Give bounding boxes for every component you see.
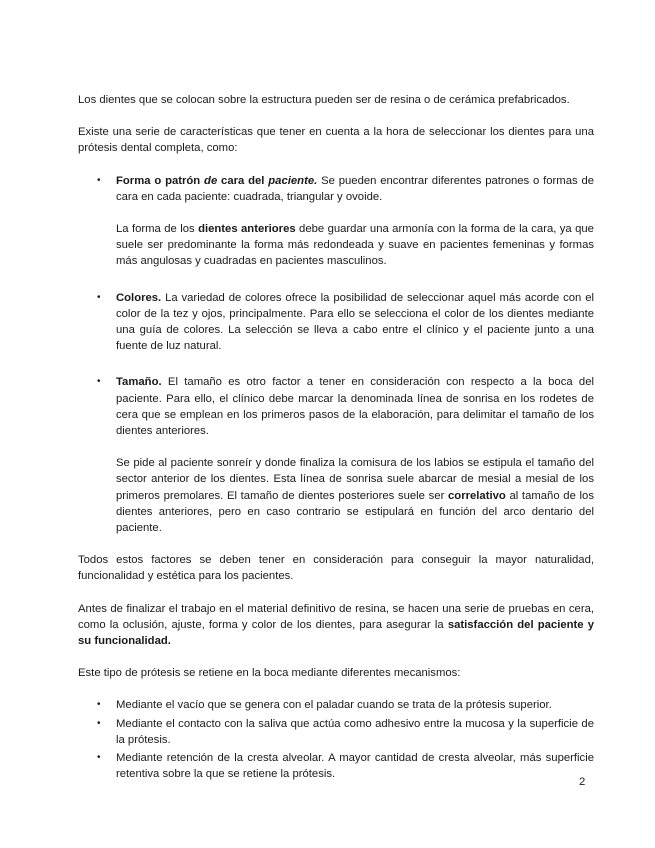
conclusion-paragraph: Todos estos factores se deben tener en consideración para conseguir la mayor naturalidad, funcionalidad y estética para los pacientes.: [78, 554, 594, 583]
tamano-heading: Tamaño.: [116, 376, 162, 389]
list-item-retention: • Mediante el vacío que se genera con el paladar cuando se trata de la prótesis superior.: [78, 697, 594, 713]
intro-paragraph: Los dientes que se colocan sobre la estructura pueden ser de resina o de cerámica prefabricados.: [78, 94, 570, 106]
forma-sub-paragraph: La forma de los dientes anteriores debe guardar una armonía con la forma de la cara, ya que suele ser predominante la forma más redondeada y suave en pacientes femeninas y formas más angulosas y cuadradas en pacientes masculinos.: [116, 223, 594, 268]
page-number: 2: [579, 776, 586, 788]
tamano-text: El tamaño es otro factor a tener en consideración con respecto a la boca del paciente. Para ello, el clínico debe marcar la denominada línea de sonrisa en los rodetes de cera que se emplean en los primeros pasos de la elaboración, para delimitar el tamaño de los dientes anteriores.: [116, 376, 594, 438]
list-item-forma: [78, 173, 594, 205]
tests-paragraph: Antes de finalizar el trabajo en el material definitivo de resina, se hacen una serie de pruebas en cera, como la oclusión, ajuste, forma y color de los dientes, para asegurar la satisfacción del paciente y su funcionalidad.: [78, 602, 594, 648]
characteristics-list: [78, 173, 594, 205]
list-item-colores: [78, 290, 594, 355]
retention-list: [78, 697, 594, 782]
forma-heading: Forma o patrón de cara del paciente.: [116, 174, 318, 187]
colores-text: La variedad de colores ofrece la posibilidad de seleccionar aquel más acorde con el color de la tez y ojos, principalmente. Para ello se selecciona el color de los dientes mediante una guía de colores. La selección se lleva a cabo entre el clínico y el paciente junto a una fuente de luz natural.: [116, 291, 594, 353]
characteristics-list-2: [78, 290, 594, 440]
list-item-retention: • Mediante el contacto con la saliva que actúa como adhesivo entre la mucosa y la superficie de la prótesis.: [78, 716, 594, 748]
colores-heading: Colores.: [116, 291, 162, 304]
characteristics-intro-paragraph: Existe una serie de características que tener en cuenta a la hora de seleccionar los dientes para una prótesis dental completa, como:: [78, 126, 594, 155]
list-item-retention: • Mediante retención de la cresta alveolar. A mayor cantidad de cresta alveolar, más superficie retentiva sobre la que se retiene la prótesis.: [78, 750, 594, 782]
list-item-tamano: [78, 374, 594, 439]
document-page: [78, 92, 594, 785]
forma-text: Se pueden encontrar diferentes patrones o formas de cara en cada paciente: cuadrada, triangular y ovoide.: [116, 174, 595, 203]
retention-intro-paragraph: Este tipo de prótesis se retiene en la boca mediante diferentes mecanismos:: [78, 667, 461, 680]
tamano-sub-paragraph: Se pide al paciente sonreír y donde finaliza la comisura de los labios se estipula el tamaño del sector anterior de los dientes. Esta línea de sonrisa suele abarcar de mesial a mesial de los primeros premolares. El tamaño de dientes posteriores suele ser correlativo al tamaño de los dientes anteriores, pero en caso contrario se estipulará en función del arco dentario del paciente.: [116, 457, 594, 535]
